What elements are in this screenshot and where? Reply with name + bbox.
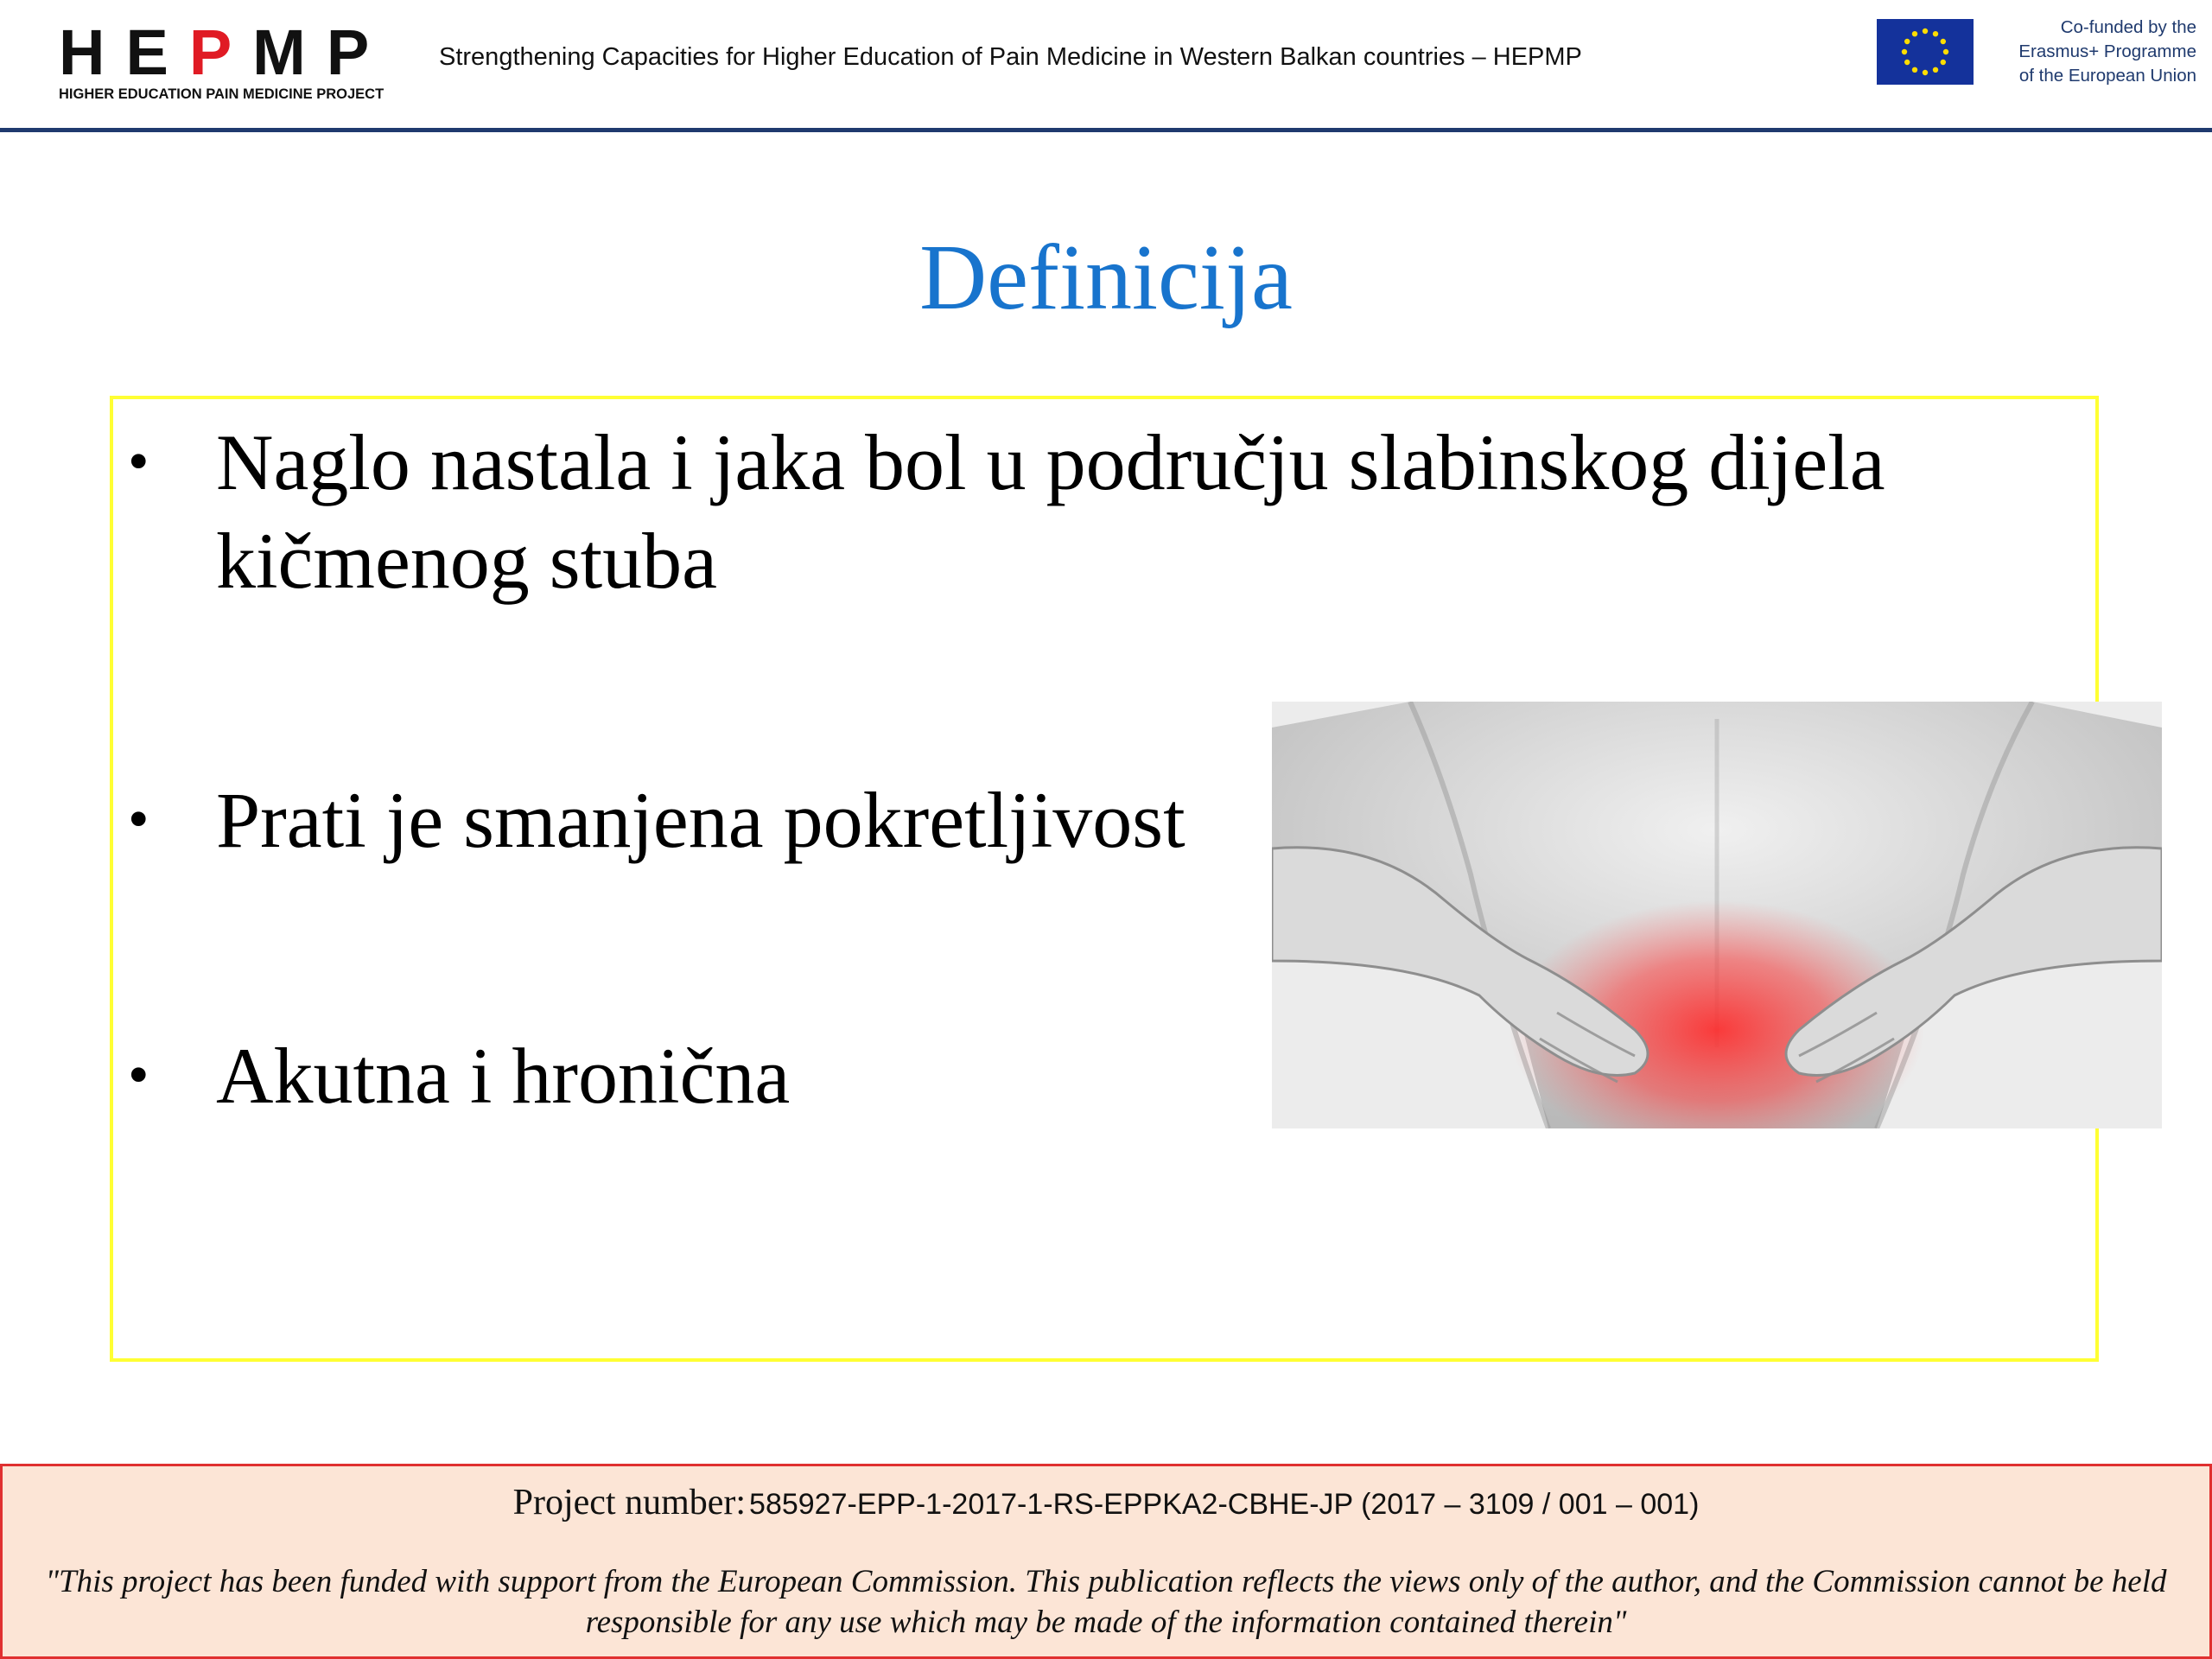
eu-funding-text	[1989, 16, 2196, 88]
funding-disclaimer: "This project has been funded with support from the European Commission. This publication reflects the views only of the author, and the Commission cannot be held responsible for any use which may be made of the information contained therein"	[45, 1564, 2167, 1640]
eu-star	[1941, 39, 1946, 44]
eu-star	[1933, 31, 1938, 36]
eu-text-line: Erasmus+ Programme	[2018, 41, 2196, 61]
project-number-line	[3, 1482, 2209, 1523]
eu-star	[1912, 67, 1917, 73]
eu-star	[1912, 31, 1917, 36]
project-number-label: Project number:	[512, 1483, 747, 1522]
logo-letter: H	[59, 16, 107, 88]
bullet-dot: •	[128, 786, 149, 853]
bullet-text: Naglo nastala i jaka bol u području slabinskog dijela kičmenog stuba	[216, 418, 1885, 605]
eu-text-line: of the European Union	[2018, 66, 2196, 86]
project-title: Strengthening Capacities for Higher Education of Pain Medicine in Western Balkan countries – HEPMP	[439, 43, 1582, 71]
eu-star	[1943, 49, 1948, 54]
project-number-value: 585927-EPP-1-2017-1-RS-EPPKA2-CBHE-JP (2017 – 3109 / 001 – 001)	[749, 1488, 1700, 1521]
bullet-text: Akutna i hronična	[216, 1032, 791, 1120]
eu-star	[1933, 67, 1938, 73]
logo-letter: M	[252, 16, 308, 88]
bullet-item	[128, 1027, 790, 1125]
slide-title: Definicija	[919, 226, 1293, 329]
back-pain-photo	[1272, 702, 2162, 1128]
eu-star	[1923, 29, 1928, 34]
eu-star	[1923, 70, 1928, 75]
eu-star	[1904, 60, 1910, 65]
logo-letter: E	[125, 16, 170, 88]
back-pain-illustration	[1272, 702, 2162, 1128]
eu-cofunded-badge	[1877, 16, 2196, 88]
eu-star	[1904, 39, 1910, 44]
bullet-item	[128, 771, 1185, 869]
logo-letter: P	[326, 16, 372, 88]
logo-letter-red: P	[188, 16, 234, 88]
slide-header	[0, 0, 2212, 132]
logo-subtitle: HIGHER EDUCATION PAIN MEDICINE PROJECT	[59, 86, 385, 102]
logo-wordmark	[59, 16, 404, 88]
bullet-text: Prati je smanjena pokretljivost	[216, 776, 1185, 864]
eu-star	[1941, 60, 1946, 65]
eu-flag-icon	[1877, 19, 1974, 85]
bullet-dot: •	[128, 1042, 149, 1109]
eu-star	[1902, 49, 1907, 54]
eu-text-line: Co-funded by the	[2060, 17, 2196, 37]
slide-footer	[0, 1464, 2212, 1659]
bullet-item	[128, 413, 2081, 610]
bullet-dot: •	[128, 429, 149, 495]
hepmp-logo	[59, 16, 404, 104]
